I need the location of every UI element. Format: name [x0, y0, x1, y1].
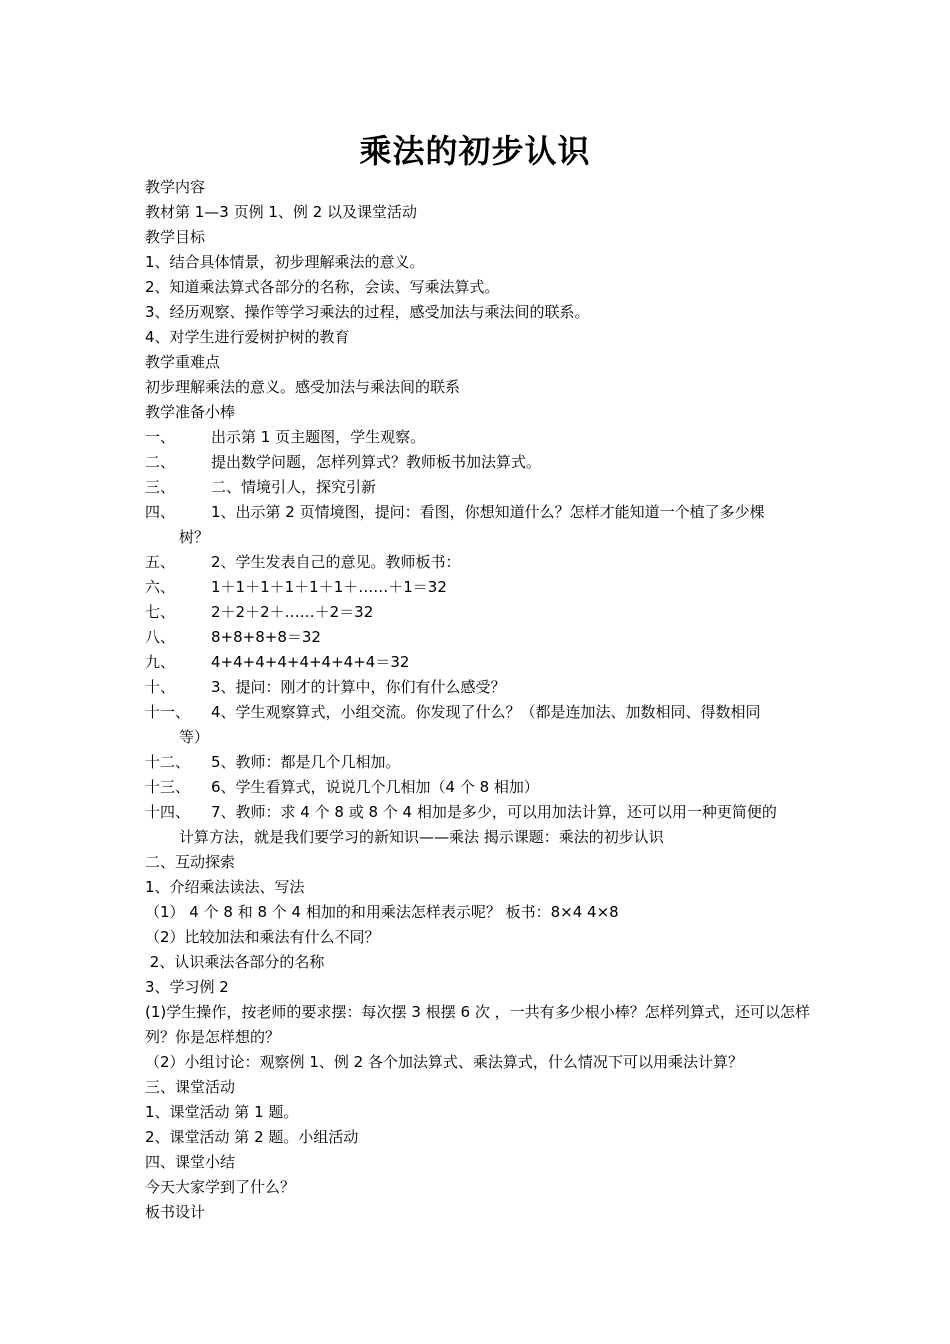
paragraph: 板书设计 [145, 1203, 206, 1221]
section-heading-activity: 三、课堂活动 [145, 1078, 236, 1096]
list-text: 1＋1＋1＋1＋1＋1＋……＋1＝32 [211, 578, 447, 596]
content-text: 教材第 1—3 页例 1、例 2 以及课堂活动 [145, 203, 418, 221]
list-text-continuation: 等） [179, 728, 210, 746]
document-body [145, 175, 810, 1225]
list-text-continuation: 计算方法，就是我们要学习的新知识——乘法 揭示课题：乘法的初步认识 [179, 828, 664, 846]
list-text: 7、教师：求 4 个 8 或 8 个 4 相加是多少，可以用加法计算，还可以用一种更简便的 [211, 803, 777, 821]
list-item [145, 750, 810, 775]
list-text: 8+8+8+8＝32 [211, 628, 321, 646]
list-item [145, 775, 810, 800]
list-item [145, 650, 810, 675]
list-text: 5、教师：都是几个几相加。 [211, 753, 401, 771]
list-number: 四、 [145, 503, 176, 521]
paragraph: 3、学习例 2 [145, 978, 229, 996]
list-text: 6、学生看算式，说说几个几相加（4 个 8 相加） [211, 778, 539, 796]
list-item [145, 675, 810, 700]
list-text: 1、出示第 2 页情境图，提问：看图，你想知道什么？怎样才能知道一个植了多少棵 [211, 503, 765, 521]
list-text: 4、学生观察算式，小组交流。你发现了什么？（都是连加法、加数相同、得数相同 [211, 703, 761, 721]
list-item [145, 600, 810, 625]
list-number: 五、 [145, 553, 176, 571]
list-text: 出示第 1 页主题图，学生观察。 [211, 428, 426, 446]
list-text-continuation: 树？ [179, 528, 210, 546]
list-text: 二、情境引人，探究引新 [211, 478, 377, 496]
list-item [145, 550, 810, 575]
list-text: 提出数学问题，怎样列算式？教师板书加法算式。 [211, 453, 542, 471]
paragraph: （1） 4 个 8 和 8 个 4 相加的和用乘法怎样表示呢？ 板书：8×4 4×8 [145, 903, 619, 921]
list-item [145, 800, 810, 825]
list-text: 2、学生发表自己的意见。教师板书： [211, 553, 461, 571]
list-item [145, 475, 810, 500]
goal-item: 3、经历观察、操作等学习乘法的过程，感受加法与乘法间的联系。 [145, 303, 590, 321]
list-number: 十、 [145, 678, 176, 696]
goal-item: 1、结合具体情景，初步理解乘法的意义。 [145, 253, 425, 271]
preparation-text: 教学准备小棒 [145, 403, 236, 421]
list-number: 十三、 [145, 778, 191, 796]
list-number: 九、 [145, 653, 176, 671]
section-heading-goals: 教学目标 [145, 228, 206, 246]
list-number: 十一、 [145, 703, 191, 721]
list-item [145, 625, 810, 650]
section-heading-explore: 二、互动探索 [145, 853, 236, 871]
paragraph: （2）小组讨论：观察例 1、例 2 各个加法算式、乘法算式，什么情况下可以用乘法计算？ [145, 1053, 743, 1071]
list-number: 二、 [145, 453, 176, 471]
goal-item: 2、知道乘法算式各部分的名称，会读、写乘法算式。 [145, 278, 500, 296]
list-text: 3、提问：刚才的计算中，你们有什么感受？ [211, 678, 506, 696]
paragraph: (1)学生操作，按老师的要求摆：每次摆 3 根摆 6 次 ，一共有多少根小棒？怎样列算式，还可以怎样列？你是怎样想的？ [145, 1003, 810, 1046]
paragraph: 今天大家学到了什么？ [145, 1178, 296, 1196]
list-item [145, 500, 810, 525]
section-heading-summary: 四、课堂小结 [145, 1153, 236, 1171]
paragraph: 2、认识乘法各部分的名称 [145, 953, 325, 971]
list-number: 八、 [145, 628, 176, 646]
list-number: 一、 [145, 428, 176, 446]
key-points-text: 初步理解乘法的意义。感受加法与乘法间的联系 [145, 378, 461, 396]
paragraph: 1、课堂活动 第 1 题。 [145, 1103, 299, 1121]
list-item [145, 575, 810, 600]
list-text: 4+4+4+4+4+4+4+4＝32 [211, 653, 410, 671]
list-number: 六、 [145, 578, 176, 596]
paragraph: 2、课堂活动 第 2 题。小组活动 [145, 1128, 359, 1146]
list-number: 十四、 [145, 803, 191, 821]
list-number: 十二、 [145, 753, 191, 771]
paragraph: 1、介绍乘法读法、写法 [145, 878, 305, 896]
list-text: 2＋2＋2＋……＋2＝32 [211, 603, 374, 621]
section-heading-key-points: 教学重难点 [145, 353, 221, 371]
document-title: 乘法的初步认识 [359, 132, 591, 170]
list-item [145, 450, 810, 475]
list-number: 三、 [145, 478, 176, 496]
section-heading-content: 教学内容 [145, 178, 206, 196]
list-number: 七、 [145, 603, 176, 621]
list-item [145, 425, 810, 450]
goal-item: 4、对学生进行爱树护树的教育 [145, 328, 350, 346]
paragraph: （2）比较加法和乘法有什么不同？ [145, 928, 380, 946]
list-item [145, 700, 810, 725]
